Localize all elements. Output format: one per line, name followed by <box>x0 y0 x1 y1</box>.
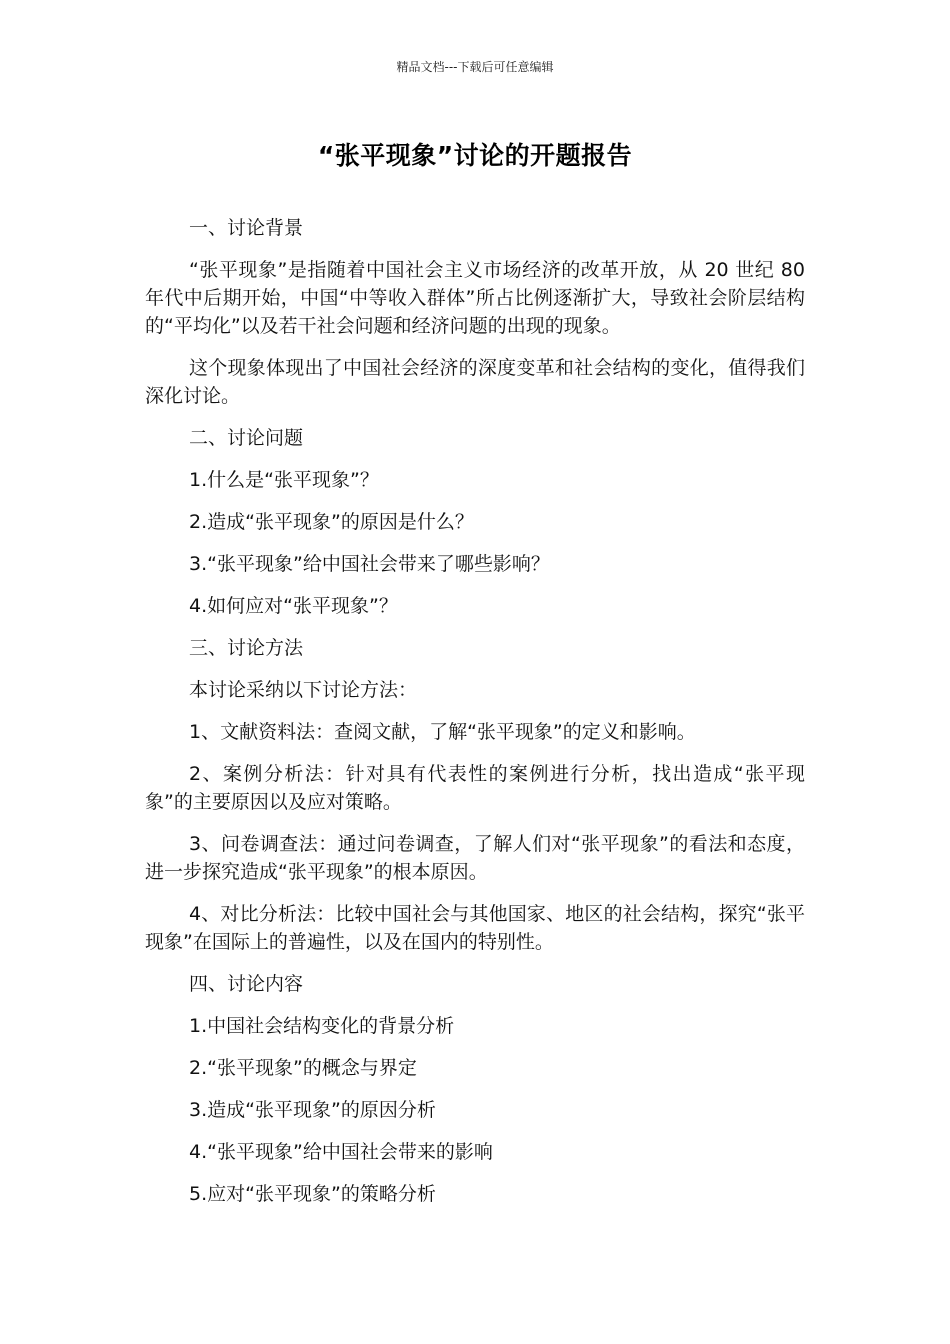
document-body <box>145 214 805 1222</box>
content-item-4: 4.“张平现象”给中国社会带来的影响 <box>189 1141 493 1163</box>
page-header: 精品文档---下载后可任意编辑 <box>396 60 554 74</box>
question-item-4: 4.如何应对“张平现象”？ <box>189 595 398 617</box>
question-item-1: 1.什么是“张平现象”？ <box>189 469 379 491</box>
method-item-1: 1、文献资料法：查阅文献，了解“张平现象”的定义和影响。 <box>189 721 696 743</box>
background-paragraph-1: “张平现象”是指随着中国社会主义市场经济的改革开放，从 20 世纪 80 年代中后期开始，中国“中等收入群体”所占比例逐渐扩大，导致社会阶层结构的“平均化”以及若干社会问题和经济问题的出现的现象。 <box>145 259 805 337</box>
method-item-2: 2、案例分析法：针对具有代表性的案例进行分析，找出造成“张平现象”的主要原因以及应对策略。 <box>145 763 805 813</box>
section-heading-methods: 三、讨论方法 <box>189 637 304 659</box>
document-title: “张平现象”讨论的开题报告 <box>317 141 633 170</box>
methods-intro: 本讨论采纳以下讨论方法： <box>189 679 418 701</box>
question-item-2: 2.造成“张平现象”的原因是什么？ <box>189 511 474 533</box>
question-item-3: 3.“张平现象”给中国社会带来了哪些影响？ <box>189 553 550 575</box>
content-item-5: 5.应对“张平现象”的策略分析 <box>189 1183 436 1205</box>
section-heading-content: 四、讨论内容 <box>189 973 304 995</box>
content-item-3: 3.造成“张平现象”的原因分析 <box>189 1099 436 1121</box>
section-heading-questions: 二、讨论问题 <box>189 427 304 449</box>
section-heading-background: 一、讨论背景 <box>189 217 304 239</box>
method-item-3: 3、问卷调查法：通过问卷调查，了解人们对“张平现象”的看法和态度，进一步探究造成“张平现象”的根本原因。 <box>145 833 805 883</box>
content-item-1: 1.中国社会结构变化的背景分析 <box>189 1015 455 1037</box>
background-paragraph-2: 这个现象体现出了中国社会经济的深度变革和社会结构的变化，值得我们深化讨论。 <box>145 357 805 407</box>
content-item-2: 2.“张平现象”的概念与界定 <box>189 1057 417 1079</box>
method-item-4: 4、对比分析法：比较中国社会与其他国家、地区的社会结构，探究“张平现象”在国际上的普遍性，以及在国内的特别性。 <box>145 903 805 953</box>
